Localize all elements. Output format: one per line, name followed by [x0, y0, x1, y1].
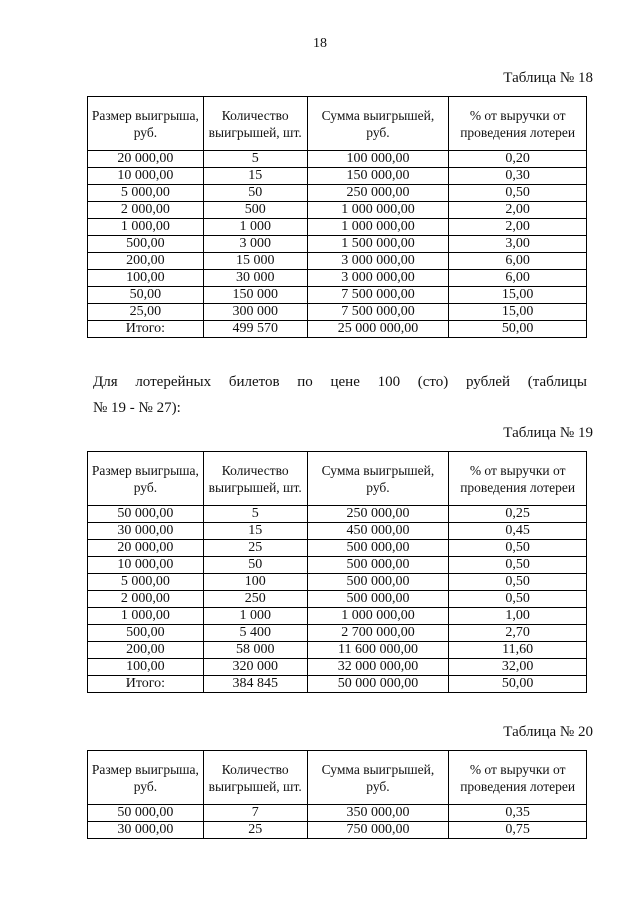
table-18-caption: Таблица № 18	[503, 70, 593, 86]
header-sum: Сумма выигрышей, руб.	[307, 751, 449, 805]
table-cell: 320 000	[203, 659, 307, 676]
table-cell: 150 000,00	[307, 168, 449, 185]
table-cell: 11 600 000,00	[307, 642, 449, 659]
table-cell: 15 000	[203, 253, 307, 270]
table-row	[88, 642, 587, 659]
table-cell: 0,50	[449, 574, 587, 591]
header-count: Количество выигрышей, шт.	[203, 97, 307, 151]
table-cell: 20 000,00	[88, 151, 204, 168]
table-row	[88, 168, 587, 185]
table-row	[88, 659, 587, 676]
table-cell: 32 000 000,00	[307, 659, 449, 676]
table-cell: 32,00	[449, 659, 587, 676]
table-row	[88, 574, 587, 591]
header-sum: Сумма выигрышей, руб.	[307, 97, 449, 151]
table-cell: 500 000,00	[307, 591, 449, 608]
table-cell: 1 000 000,00	[307, 608, 449, 625]
table-row	[88, 805, 587, 822]
table-cell: 1 000,00	[88, 219, 204, 236]
table-cell: 1 500 000,00	[307, 236, 449, 253]
table-cell: 750 000,00	[307, 822, 449, 839]
table-row	[88, 625, 587, 642]
table-cell: 250	[203, 591, 307, 608]
table-cell: 0,75	[449, 822, 587, 839]
table-cell: 0,35	[449, 805, 587, 822]
table-cell: 50 000 000,00	[307, 676, 449, 693]
table-row	[88, 540, 587, 557]
paragraph-line-1: Для лотерейных билетов по цене 100 (сто) рублей (таблицы	[93, 374, 587, 390]
table-row	[88, 523, 587, 540]
table-cell: 150 000	[203, 287, 307, 304]
table-cell: 30 000	[203, 270, 307, 287]
table-cell: 300 000	[203, 304, 307, 321]
table-cell: 15,00	[449, 304, 587, 321]
table-cell: 100,00	[88, 270, 204, 287]
table-cell: 0,50	[449, 540, 587, 557]
table-cell: 500 000,00	[307, 557, 449, 574]
table-cell: 3,00	[449, 236, 587, 253]
table-row	[88, 219, 587, 236]
table-cell: 0,50	[449, 185, 587, 202]
table-cell: 50,00	[449, 676, 587, 693]
table-cell: 500	[203, 202, 307, 219]
table-cell: 25	[203, 822, 307, 839]
table-cell: 5	[203, 151, 307, 168]
table-row	[88, 151, 587, 168]
table-cell: 11,60	[449, 642, 587, 659]
table-cell: 15	[203, 168, 307, 185]
table-cell: 7 500 000,00	[307, 287, 449, 304]
table-cell: 200,00	[88, 642, 204, 659]
table-row	[88, 822, 587, 839]
table-cell: 25 000 000,00	[307, 321, 449, 338]
page-number: 18	[313, 36, 327, 51]
table-cell: 1 000	[203, 608, 307, 625]
table-cell: 5 400	[203, 625, 307, 642]
table-20-body	[88, 805, 587, 839]
table-row	[88, 185, 587, 202]
table-cell: 1 000	[203, 219, 307, 236]
table-cell: 50,00	[88, 287, 204, 304]
table-cell: 2,70	[449, 625, 587, 642]
table-cell: 50,00	[449, 321, 587, 338]
table-cell: 200,00	[88, 253, 204, 270]
header-prize: Размер выигрыша, руб.	[88, 751, 204, 805]
table-19-body	[88, 506, 587, 693]
table-row	[88, 321, 587, 338]
table-cell: 10 000,00	[88, 557, 204, 574]
table-cell: 0,30	[449, 168, 587, 185]
table-cell: 15,00	[449, 287, 587, 304]
header-percent: % от выручки от проведения лотереи	[449, 97, 587, 151]
header-prize: Размер выигрыша, руб.	[88, 97, 204, 151]
table-cell: 2,00	[449, 202, 587, 219]
table-cell: 5 000,00	[88, 574, 204, 591]
table-cell: 7	[203, 805, 307, 822]
table-cell: 6,00	[449, 253, 587, 270]
table-row	[88, 270, 587, 287]
header-percent: % от выручки от проведения лотереи	[449, 751, 587, 805]
table-cell: 350 000,00	[307, 805, 449, 822]
table-row	[88, 506, 587, 523]
table-cell: 0,50	[449, 557, 587, 574]
table-cell: 2 700 000,00	[307, 625, 449, 642]
header-count: Количество выигрышей, шт.	[203, 452, 307, 506]
table-cell: 50	[203, 185, 307, 202]
table-cell: 100 000,00	[307, 151, 449, 168]
table-cell: 1 000 000,00	[307, 202, 449, 219]
table-row	[88, 253, 587, 270]
table-20-caption: Таблица № 20	[503, 724, 593, 740]
table-cell: 500,00	[88, 236, 204, 253]
table-cell: Итого:	[88, 676, 204, 693]
table-cell: 3 000 000,00	[307, 253, 449, 270]
table-18-body	[88, 151, 587, 338]
table-cell: 2 000,00	[88, 591, 204, 608]
table-cell: 25	[203, 540, 307, 557]
table-cell: 50 000,00	[88, 805, 204, 822]
paragraph-line-2: № 19 - № 27):	[93, 400, 181, 416]
header-prize: Размер выигрыша, руб.	[88, 452, 204, 506]
table-cell: 500 000,00	[307, 574, 449, 591]
table-cell: 2,00	[449, 219, 587, 236]
table-cell: 100	[203, 574, 307, 591]
table-row	[88, 676, 587, 693]
table-cell: 15	[203, 523, 307, 540]
table-cell: 20 000,00	[88, 540, 204, 557]
table-cell: 100,00	[88, 659, 204, 676]
table-cell: 30 000,00	[88, 822, 204, 839]
table-19	[87, 451, 587, 693]
table-18	[87, 96, 587, 338]
header-count: Количество выигрышей, шт.	[203, 751, 307, 805]
table-row	[88, 304, 587, 321]
table-cell: 6,00	[449, 270, 587, 287]
table-cell: 250 000,00	[307, 185, 449, 202]
table-cell: Итого:	[88, 321, 204, 338]
table-cell: 500,00	[88, 625, 204, 642]
table-20	[87, 750, 587, 839]
header-percent: % от выручки от проведения лотереи	[449, 452, 587, 506]
table-row	[88, 608, 587, 625]
header-sum: Сумма выигрышей, руб.	[307, 452, 449, 506]
table-cell: 0,20	[449, 151, 587, 168]
table-row	[88, 557, 587, 574]
table-row	[88, 236, 587, 253]
table-cell: 10 000,00	[88, 168, 204, 185]
table-cell: 0,50	[449, 591, 587, 608]
table-cell: 50 000,00	[88, 506, 204, 523]
table-cell: 7 500 000,00	[307, 304, 449, 321]
table-row	[88, 202, 587, 219]
table-cell: 1,00	[449, 608, 587, 625]
table-row	[88, 287, 587, 304]
table-cell: 3 000 000,00	[307, 270, 449, 287]
table-19-caption: Таблица № 19	[503, 425, 593, 441]
table-cell: 1 000,00	[88, 608, 204, 625]
table-cell: 5	[203, 506, 307, 523]
table-cell: 250 000,00	[307, 506, 449, 523]
table-cell: 500 000,00	[307, 540, 449, 557]
table-cell: 58 000	[203, 642, 307, 659]
table-cell: 0,25	[449, 506, 587, 523]
table-row	[88, 591, 587, 608]
table-cell: 5 000,00	[88, 185, 204, 202]
table-cell: 0,45	[449, 523, 587, 540]
table-cell: 1 000 000,00	[307, 219, 449, 236]
table-cell: 450 000,00	[307, 523, 449, 540]
table-cell: 50	[203, 557, 307, 574]
table-cell: 384 845	[203, 676, 307, 693]
table-cell: 3 000	[203, 236, 307, 253]
table-cell: 30 000,00	[88, 523, 204, 540]
table-cell: 2 000,00	[88, 202, 204, 219]
table-cell: 499 570	[203, 321, 307, 338]
table-cell: 25,00	[88, 304, 204, 321]
